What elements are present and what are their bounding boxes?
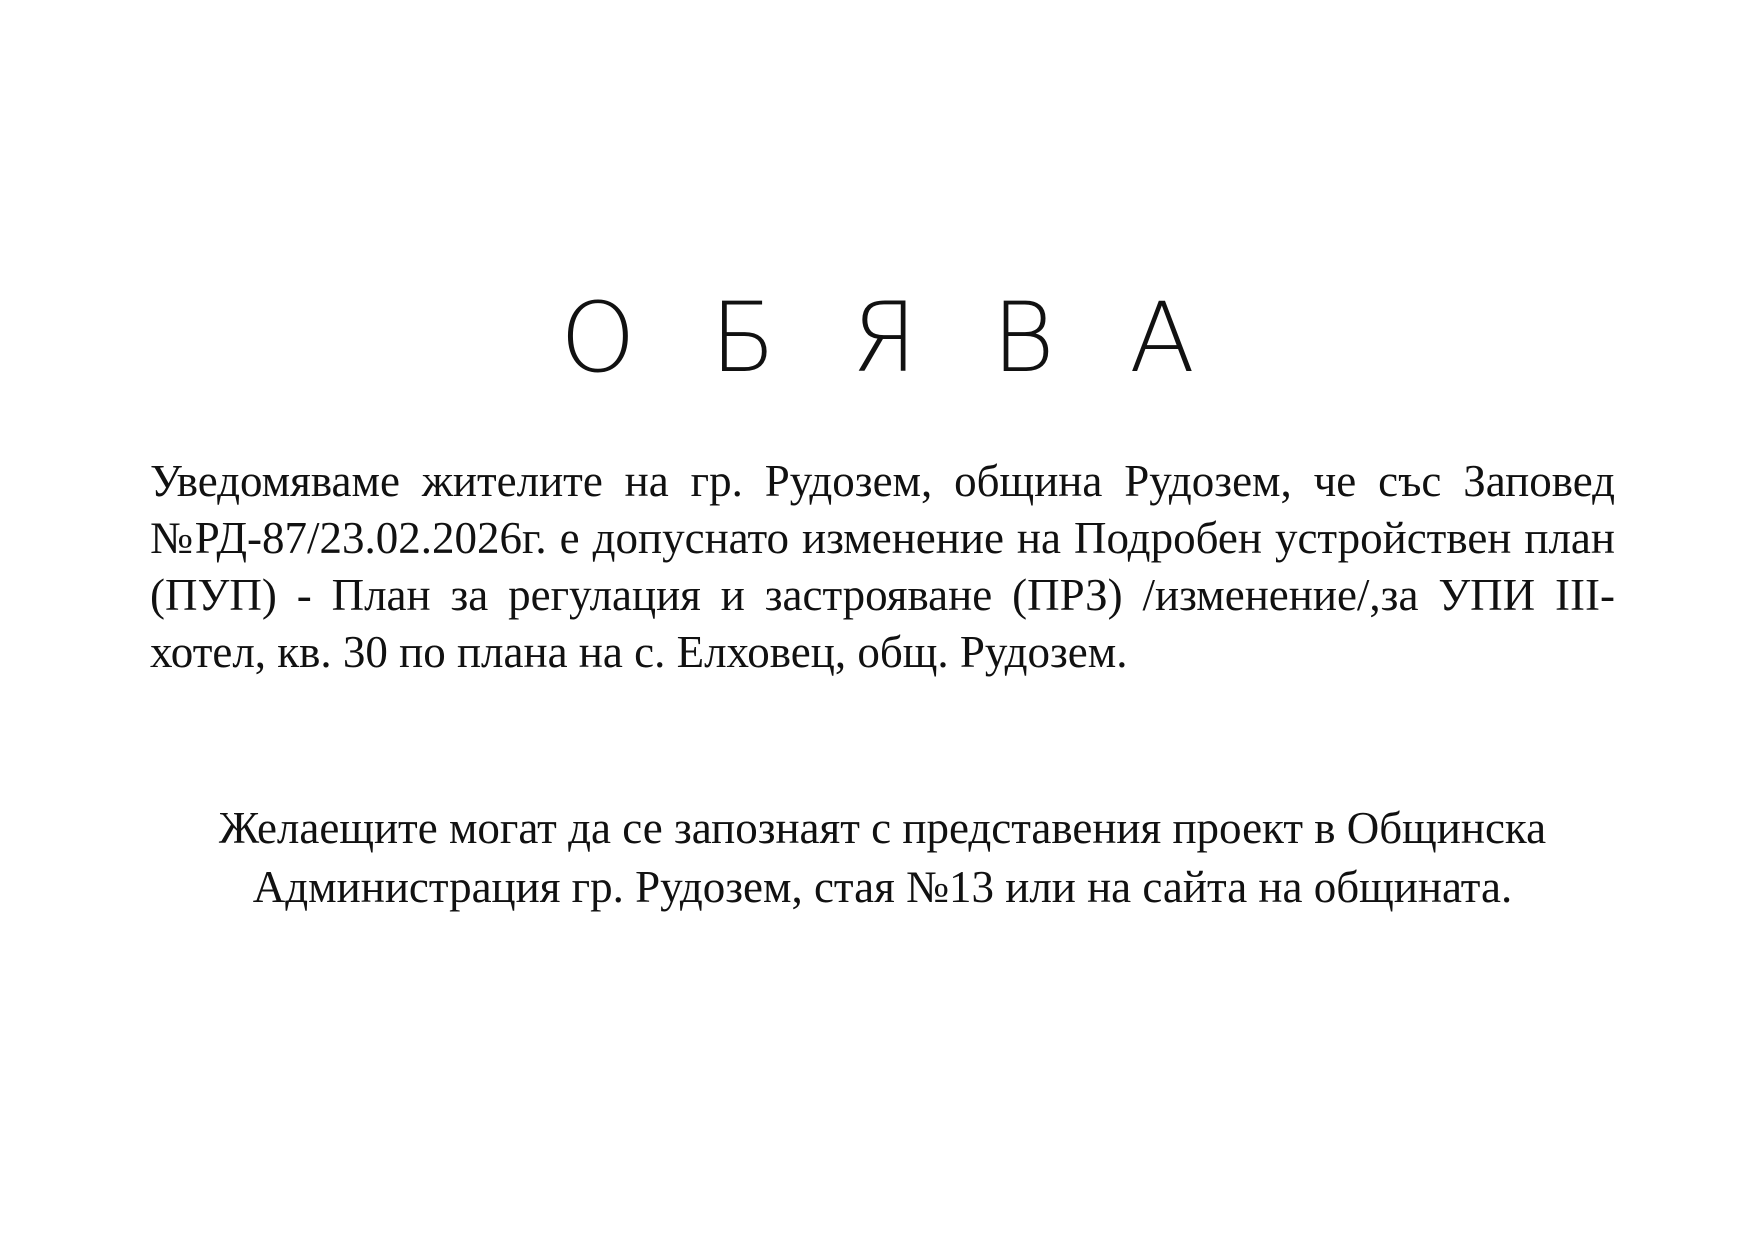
notice-contact-paragraph: Желаещите могат да се запознаят с представения проект в Общинска Администрация гр. Рудозем, стая №13 или на сайта на общината. [218, 803, 1547, 912]
notice-title: О Б Я В А [560, 282, 1217, 394]
notice-body-paragraph: Уведомяваме жителите на гр. Рудозем, община Рудозем, че със Заповед №РД-87/23.02.2026г. е допуснато изменение на Подробен устройствен план (ПУП) - План за регулация и застрояване (ПРЗ) /изменение/,за УПИ III-хотел, кв. 30 по плана на с. Елховец, общ. Рудозем. [150, 456, 1615, 677]
